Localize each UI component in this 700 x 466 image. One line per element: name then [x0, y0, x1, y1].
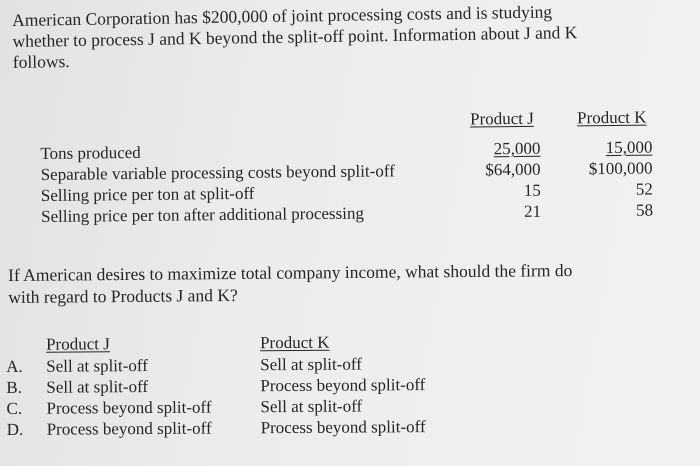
answer-option-d[interactable] — [7, 417, 507, 441]
column-header-product-j: Product J — [469, 108, 534, 129]
product-k-value: $100,000 — [588, 158, 653, 179]
option-product-k: Process beyond split-off — [260, 417, 426, 438]
option-product-k: Sell at split-off — [260, 396, 363, 417]
column-header-product-k: Product K — [576, 107, 647, 128]
product-j-value: 15 — [523, 180, 541, 200]
problem-intro — [12, 0, 693, 73]
option-letter: A. — [6, 356, 23, 376]
row-label: Selling price per ton at split-off — [40, 183, 255, 205]
intro-line-2: whether to process J and K beyond the split-off point. Information about J and K — [12, 22, 578, 51]
answer-header-product-k: Product K — [259, 332, 330, 353]
product-k-value: 52 — [635, 179, 653, 199]
option-letter: C. — [6, 398, 23, 418]
row-label: Separable variable processing costs beyond split-off — [40, 161, 395, 184]
product-info-table — [40, 107, 665, 226]
option-product-j: Sell at split-off — [46, 377, 149, 397]
intro-line-3: follows. — [12, 51, 70, 72]
row-label: Tons produced — [40, 142, 141, 163]
option-letter: D. — [6, 419, 24, 439]
product-j-value: 25,000 — [493, 138, 541, 159]
product-k-value: 15,000 — [605, 137, 653, 158]
product-k-value: 58 — [635, 200, 654, 220]
row-label: Selling price per ton after additional processing — [40, 203, 365, 226]
product-j-value: 21 — [523, 201, 542, 221]
question-line-1: If American desires to maximize total company income, what should the firm do — [8, 260, 573, 285]
answer-header-product-j: Product J — [45, 334, 110, 354]
option-product-j: Process beyond split-off — [46, 418, 212, 439]
answer-choices — [6, 332, 506, 439]
option-product-j: Sell at split-off — [46, 356, 148, 376]
option-product-k: Process beyond split-off — [260, 375, 426, 396]
product-j-value: $64,000 — [485, 159, 541, 180]
question-line-2: with regard to Products J and K? — [8, 284, 238, 307]
intro-line-1: American Corporation has $200,000 of joint processing costs and is studying — [12, 1, 553, 30]
option-product-k: Sell at split-off — [260, 354, 362, 375]
question-text — [8, 258, 688, 308]
option-letter: B. — [6, 377, 23, 397]
option-product-j: Process beyond split-off — [46, 397, 212, 418]
